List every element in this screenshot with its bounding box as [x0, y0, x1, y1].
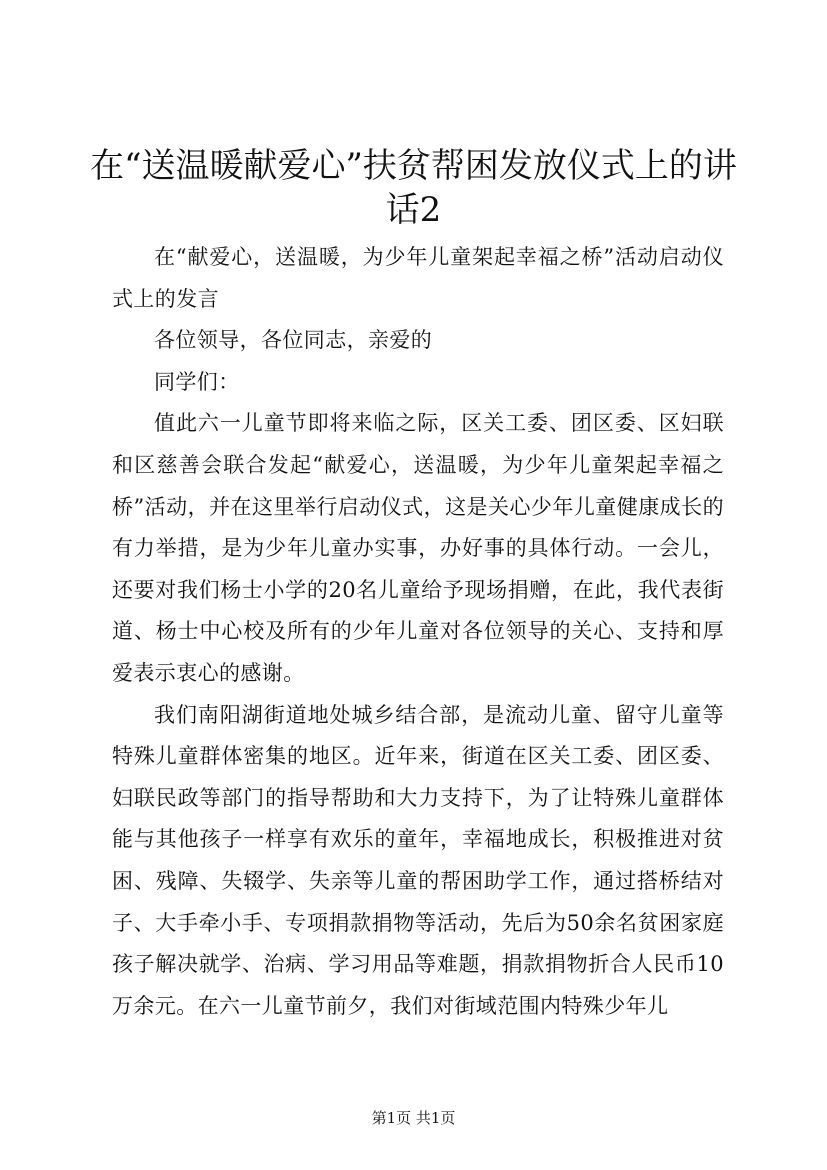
page-footer: 第1页 共1页 — [371, 1109, 456, 1127]
paragraph-event-name: 在“献爱心，送温暖，为少年儿童架起幸福之桥”活动启动仪式上的发言 — [112, 245, 724, 311]
document-title — [80, 144, 747, 232]
document-title-line-1: 在“送温暖献爱心”扶贫帮困发放仪式上的讲 — [90, 146, 737, 186]
paragraph-intro: 值此六一儿童节即将来临之际，区关工委、团区委、区妇联和区慈善会联合发起“献爱心，送温暖，为少年儿童架起幸福之桥”活动，并在这里举行启动仪式，这是关心少年儿童健康成长的有力举措，是为少年儿童办实事，办好事的具体行动。一会儿，还要对我们杨士小学的20名儿童给予现场捐赠，在此，我代表街道、杨士中心校及所有的少年儿童对各位领导的关心、支持和厚爱表示衷心的感谢。 — [112, 411, 724, 685]
document-body — [112, 237, 724, 1027]
paragraph-background: 我们南阳湖街道地处城乡结合部，是流动儿童、留守儿童等特殊儿童群体密集的地区。近年来，街道在区关工委、团区委、妇联民政等部门的指导帮助和大力支持下，为了让特殊儿童群体能与其他孩子一样享有欢乐的童年，幸福地成长，积极推进对贫困、残障、失辍学、失亲等儿童的帮困助学工作，通过搭桥结对子、大手牵小手、专项捐款捐物等活动，先后为50余名贫困家庭孩子解决就学、治病、学习用品等难题，捐款捐物折合人民币10万余元。在六一儿童节前夕，我们对街域范围内特殊少年儿 — [112, 702, 724, 1018]
document-title-line-2: 话2 — [385, 190, 442, 230]
paragraph-salutation-cont: 同学们： — [154, 369, 240, 394]
paragraph-salutation: 各位领导，各位同志，亲爱的 — [154, 328, 433, 353]
